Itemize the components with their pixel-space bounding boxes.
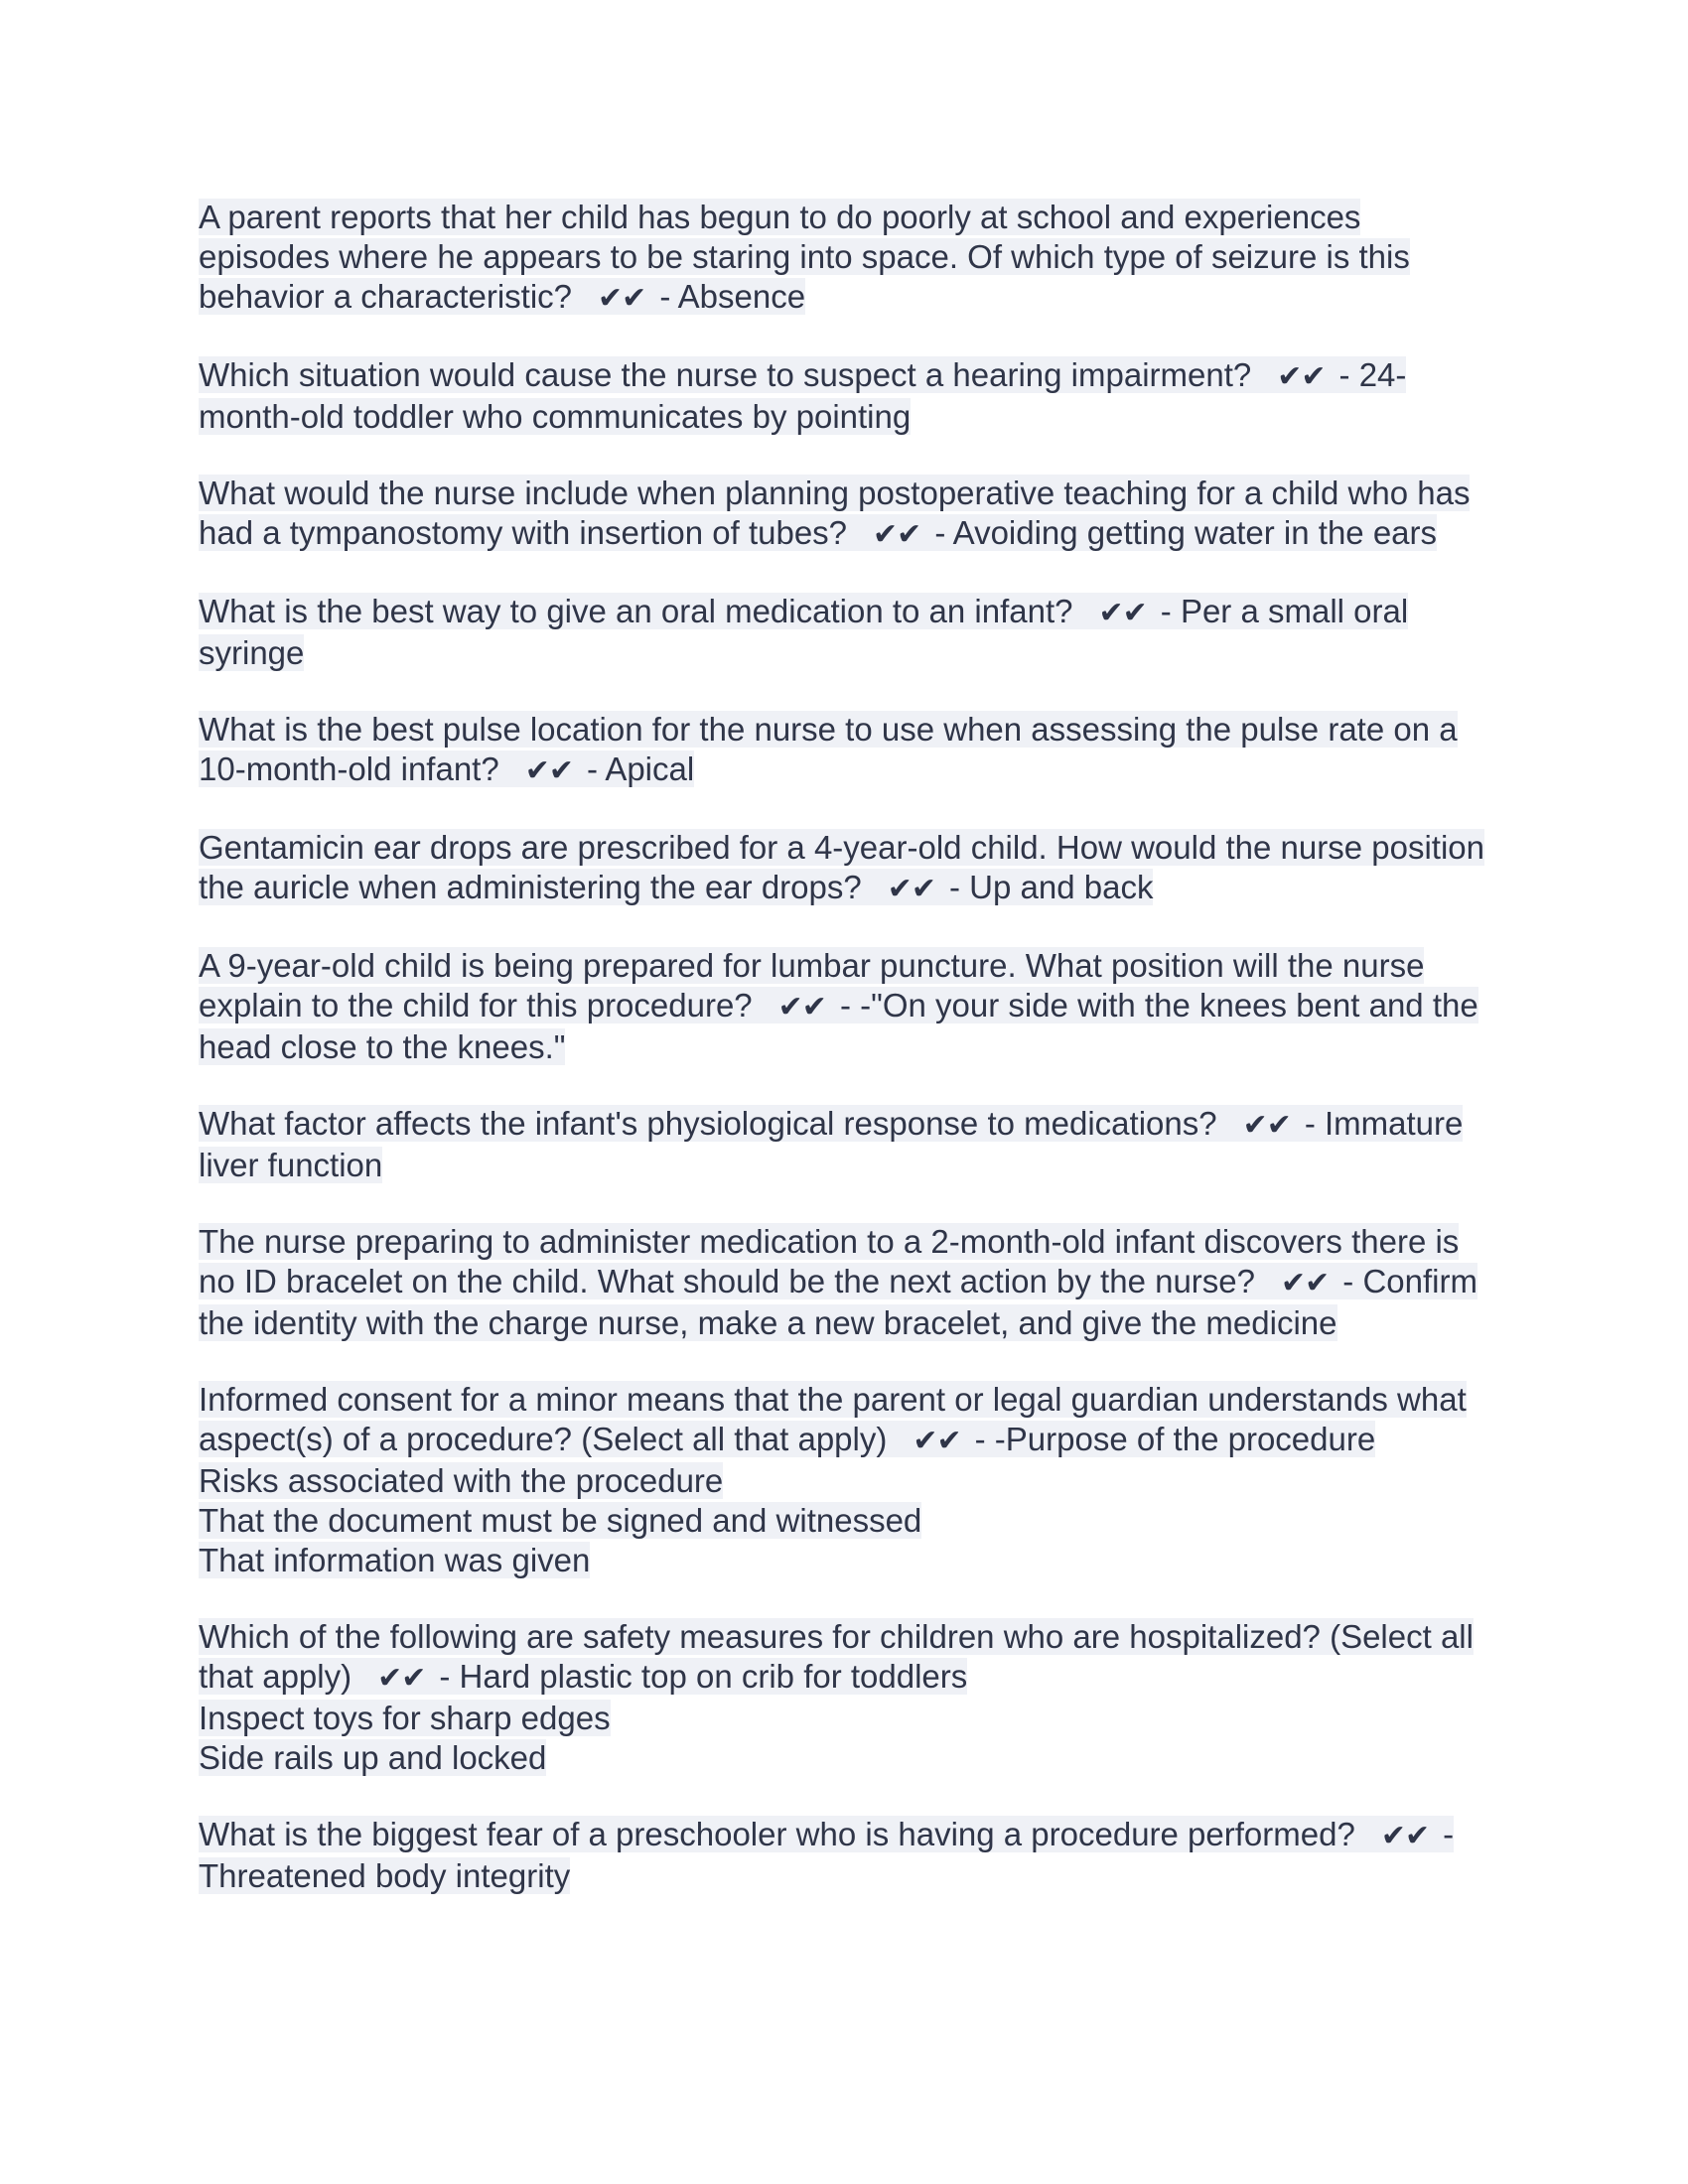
answer-extra-text: Risks associated with the procedure	[199, 1462, 724, 1499]
double-check-icon: ✔✔	[1281, 1266, 1330, 1300]
answer-extra-line	[199, 1699, 1491, 1738]
answer-extra-text: Inspect toys for sharp edges	[199, 1700, 611, 1736]
qa-highlight	[199, 593, 1408, 671]
question-text: What factor affects the infant's physiological response to medications?	[199, 1105, 1217, 1142]
qa-main-line	[199, 946, 1491, 1067]
answer-text: - Absence	[659, 278, 806, 315]
answer-text: - -Purpose of the procedure	[974, 1421, 1376, 1457]
question-text: Informed consent for a minor means that the parent or legal guardian understands what aspect(s) of a procedure? (Select all that apply)	[199, 1381, 1467, 1457]
qa-highlight	[199, 1618, 1474, 1695]
answer-extra-text: That the document must be signed and witnessed	[199, 1502, 922, 1539]
qa-highlight	[199, 356, 1406, 435]
qa-main-line	[199, 1380, 1491, 1461]
qa-item	[199, 355, 1491, 437]
question-text: What is the biggest fear of a preschooler who is having a procedure performed?	[199, 1816, 1355, 1852]
qa-list	[199, 198, 1491, 1933]
qa-main-line	[199, 592, 1491, 673]
qa-highlight	[199, 1223, 1477, 1341]
qa-main-line	[199, 355, 1491, 437]
answer-extra-text: Side rails up and locked	[199, 1739, 547, 1776]
qa-item	[199, 592, 1491, 673]
double-check-icon: ✔✔	[1380, 1819, 1430, 1853]
answer-text: - 24-month-old toddler who communicates by pointing	[199, 356, 1407, 435]
double-check-icon: ✔✔	[1098, 596, 1147, 630]
question-text: A 9-year-old child is being prepared for lumbar puncture. What position will the nurse explain to the child for this procedure?	[199, 947, 1425, 1024]
double-check-icon: ✔✔	[598, 281, 646, 316]
qa-main-line	[199, 198, 1491, 319]
qa-item	[199, 946, 1491, 1067]
qa-item	[199, 1222, 1491, 1343]
qa-highlight	[199, 1816, 1454, 1894]
double-check-icon: ✔✔	[524, 753, 573, 788]
answer-text: - Up and back	[949, 869, 1154, 905]
question-text: The nurse preparing to administer medication to a 2-month-old infant discovers there is no ID bracelet on the child. What should be the next action by the nurse?	[199, 1223, 1460, 1299]
question-text: Gentamicin ear drops are prescribed for a 4-year-old child. How would the nurse position the auricle when administering the ear drops?	[199, 829, 1484, 905]
answer-extra-line	[199, 1738, 1491, 1778]
qa-main-line	[199, 1815, 1491, 1896]
qa-item	[199, 198, 1491, 319]
qa-item	[199, 1617, 1491, 1778]
qa-main-line	[199, 710, 1491, 791]
qa-main-line	[199, 1222, 1491, 1343]
answer-extra-line	[199, 1501, 1491, 1541]
qa-item	[199, 1815, 1491, 1896]
answer-text: - Threatened body integrity	[199, 1816, 1455, 1894]
qa-item	[199, 828, 1491, 909]
qa-main-line	[199, 1104, 1491, 1185]
qa-item	[199, 474, 1491, 555]
double-check-icon: ✔✔	[1242, 1108, 1291, 1143]
answer-text: - Immature liver function	[199, 1105, 1464, 1183]
qa-main-line	[199, 1617, 1491, 1699]
qa-main-line	[199, 828, 1491, 909]
answer-text: - Confirm the identity with the charge nurse, make a new bracelet, and give the medicine	[199, 1263, 1477, 1341]
double-check-icon: ✔✔	[913, 1424, 961, 1458]
qa-highlight	[199, 829, 1484, 905]
answer-text: - Avoiding getting water in the ears	[934, 514, 1438, 551]
answer-extra-text: That information was given	[199, 1542, 591, 1578]
answer-text: - Per a small oral syringe	[199, 593, 1409, 671]
qa-highlight	[199, 475, 1470, 551]
qa-highlight	[199, 1105, 1463, 1183]
question-text: A parent reports that her child has begun to do poorly at school and experiences episodes where he appears to be staring into space. Of which type of seizure is this behavior a characteristic?	[199, 199, 1410, 315]
question-text: Which of the following are safety measures for children who are hospitalized? (Select all that apply)	[199, 1618, 1474, 1695]
answer-extra-line	[199, 1461, 1491, 1501]
qa-item	[199, 1380, 1491, 1580]
question-text: What is the best way to give an oral medication to an infant?	[199, 593, 1073, 629]
qa-highlight	[199, 711, 1458, 787]
question-text: Which situation would cause the nurse to suspect a hearing impairment?	[199, 356, 1252, 393]
qa-item	[199, 710, 1491, 791]
double-check-icon: ✔✔	[873, 517, 921, 552]
answer-extra-line	[199, 1541, 1491, 1580]
qa-highlight	[199, 1381, 1467, 1457]
question-text: What would the nurse include when planning postoperative teaching for a child who has had a tympanostomy with insertion of tubes?	[199, 475, 1471, 551]
answer-text: - -"On your side with the knees bent and the head close to the knees."	[199, 987, 1478, 1065]
qa-main-line	[199, 474, 1491, 555]
double-check-icon: ✔✔	[1277, 359, 1326, 394]
qa-highlight	[199, 199, 1410, 315]
double-check-icon: ✔✔	[777, 990, 826, 1024]
qa-highlight	[199, 947, 1478, 1065]
double-check-icon: ✔✔	[887, 872, 935, 906]
double-check-icon: ✔✔	[377, 1661, 426, 1696]
question-text: What is the best pulse location for the nurse to use when assessing the pulse rate on a 10-month-old infant?	[199, 711, 1458, 787]
answer-text: - Hard plastic top on crib for toddlers	[439, 1658, 968, 1695]
qa-item	[199, 1104, 1491, 1185]
answer-text: - Apical	[586, 751, 695, 787]
